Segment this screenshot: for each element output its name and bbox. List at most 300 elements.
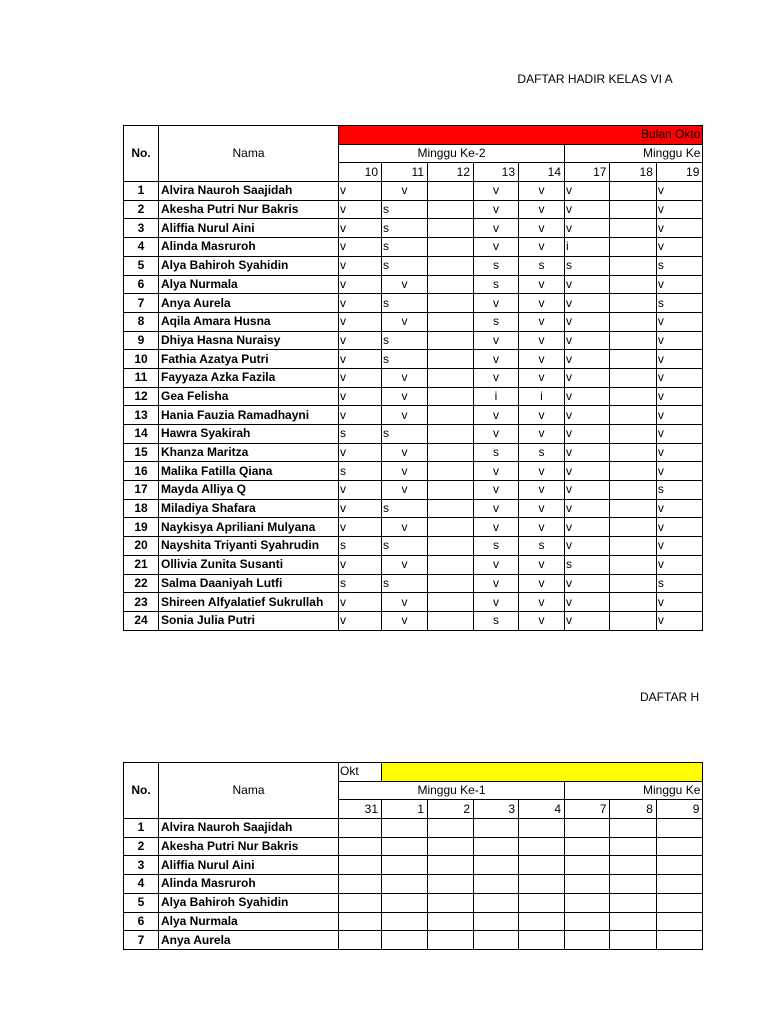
attendance-cell[interactable] (474, 931, 519, 950)
attendance-cell[interactable] (656, 893, 702, 912)
attendance-cell[interactable] (610, 443, 656, 462)
attendance-cell[interactable]: v (565, 294, 610, 313)
attendance-cell[interactable]: v (474, 294, 519, 313)
row-number[interactable]: 10 (124, 350, 159, 369)
attendance-cell[interactable] (565, 875, 610, 894)
attendance-cell[interactable]: v (474, 368, 519, 387)
attendance-cell[interactable] (428, 555, 474, 574)
week-header-b[interactable]: Minggu Ke (565, 781, 703, 800)
attendance-cell[interactable]: v (565, 462, 610, 481)
attendance-cell[interactable]: v (519, 406, 565, 425)
attendance-cell[interactable] (656, 837, 702, 856)
attendance-cell[interactable]: s (382, 350, 428, 369)
attendance-cell[interactable] (339, 893, 382, 912)
attendance-cell[interactable] (428, 294, 474, 313)
attendance-cell[interactable]: s (656, 574, 702, 593)
attendance-cell[interactable] (610, 200, 656, 219)
header-nama[interactable]: Nama (159, 763, 339, 819)
attendance-cell[interactable]: v (339, 406, 382, 425)
attendance-cell[interactable] (610, 462, 656, 481)
attendance-cell[interactable]: i (565, 238, 610, 257)
attendance-cell[interactable] (610, 912, 656, 931)
attendance-cell[interactable]: v (656, 238, 702, 257)
attendance-cell[interactable]: v (656, 331, 702, 350)
student-name[interactable]: Shireen Alfyalatief Sukrullah (159, 593, 339, 612)
attendance-cell[interactable]: v (339, 499, 382, 518)
attendance-cell[interactable]: v (656, 518, 702, 537)
attendance-cell[interactable]: v (565, 200, 610, 219)
attendance-cell[interactable]: v (339, 593, 382, 612)
attendance-cell[interactable] (519, 819, 565, 838)
student-name[interactable]: Alinda Masruroh (159, 238, 339, 257)
student-name[interactable]: Ollivia Zunita Susanti (159, 555, 339, 574)
attendance-cell[interactable] (610, 611, 656, 630)
attendance-cell[interactable] (382, 856, 428, 875)
attendance-cell[interactable] (610, 350, 656, 369)
attendance-cell[interactable] (339, 875, 382, 894)
attendance-cell[interactable] (610, 387, 656, 406)
attendance-cell[interactable] (428, 331, 474, 350)
attendance-cell[interactable]: s (519, 256, 565, 275)
student-name[interactable]: Gea Felisha (159, 387, 339, 406)
attendance-cell[interactable]: v (339, 481, 382, 500)
attendance-cell[interactable] (339, 931, 382, 950)
attendance-cell[interactable] (382, 875, 428, 894)
attendance-cell[interactable]: s (382, 294, 428, 313)
attendance-cell[interactable]: v (656, 443, 702, 462)
attendance-cell[interactable] (428, 481, 474, 500)
attendance-cell[interactable]: v (656, 182, 702, 201)
attendance-cell[interactable]: v (565, 611, 610, 630)
attendance-cell[interactable] (382, 931, 428, 950)
attendance-cell[interactable]: v (656, 555, 702, 574)
attendance-cell[interactable]: v (656, 425, 702, 444)
attendance-cell[interactable]: v (565, 219, 610, 238)
attendance-cell[interactable]: v (519, 368, 565, 387)
attendance-cell[interactable] (519, 931, 565, 950)
attendance-cell[interactable]: v (474, 574, 519, 593)
attendance-cell[interactable] (428, 425, 474, 444)
month-bar[interactable]: Bulan Okto (339, 126, 703, 145)
attendance-cell[interactable]: v (656, 219, 702, 238)
attendance-cell[interactable]: v (382, 275, 428, 294)
attendance-cell[interactable] (656, 912, 702, 931)
row-number[interactable]: 7 (124, 931, 159, 950)
row-number[interactable]: 17 (124, 481, 159, 500)
student-name[interactable]: Akesha Putri Nur Bakris (159, 837, 339, 856)
attendance-cell[interactable]: s (339, 425, 382, 444)
attendance-cell[interactable] (610, 574, 656, 593)
attendance-cell[interactable]: v (656, 406, 702, 425)
attendance-cell[interactable] (428, 387, 474, 406)
attendance-cell[interactable] (565, 893, 610, 912)
attendance-cell[interactable] (474, 837, 519, 856)
attendance-cell[interactable]: s (656, 481, 702, 500)
attendance-cell[interactable]: s (382, 256, 428, 275)
attendance-cell[interactable]: v (519, 462, 565, 481)
attendance-cell[interactable]: v (519, 219, 565, 238)
attendance-cell[interactable] (656, 931, 702, 950)
attendance-cell[interactable] (519, 893, 565, 912)
attendance-cell[interactable] (565, 912, 610, 931)
attendance-cell[interactable] (428, 443, 474, 462)
day-header[interactable]: 1 (382, 800, 428, 819)
attendance-cell[interactable]: v (474, 593, 519, 612)
attendance-cell[interactable] (519, 856, 565, 875)
attendance-cell[interactable] (519, 837, 565, 856)
attendance-cell[interactable]: s (656, 294, 702, 313)
attendance-cell[interactable]: v (519, 182, 565, 201)
attendance-cell[interactable]: v (519, 574, 565, 593)
attendance-cell[interactable] (428, 537, 474, 556)
attendance-cell[interactable]: v (565, 387, 610, 406)
attendance-cell[interactable] (428, 875, 474, 894)
attendance-cell[interactable] (565, 931, 610, 950)
attendance-cell[interactable]: v (565, 425, 610, 444)
attendance-cell[interactable] (428, 406, 474, 425)
attendance-cell[interactable] (610, 518, 656, 537)
attendance-cell[interactable]: v (519, 294, 565, 313)
attendance-cell[interactable]: i (519, 387, 565, 406)
attendance-cell[interactable] (428, 350, 474, 369)
row-number[interactable]: 16 (124, 462, 159, 481)
attendance-cell[interactable] (428, 518, 474, 537)
day-header[interactable]: 10 (339, 163, 382, 182)
row-number[interactable]: 4 (124, 238, 159, 257)
attendance-cell[interactable]: v (656, 350, 702, 369)
student-name[interactable]: Alya Bahiroh Syahidin (159, 893, 339, 912)
attendance-cell[interactable]: i (474, 387, 519, 406)
attendance-cell[interactable]: v (565, 499, 610, 518)
attendance-cell[interactable]: v (565, 537, 610, 556)
attendance-cell[interactable]: v (339, 219, 382, 238)
attendance-cell[interactable]: v (339, 331, 382, 350)
attendance-cell[interactable]: s (474, 443, 519, 462)
attendance-cell[interactable]: v (565, 275, 610, 294)
attendance-cell[interactable] (428, 256, 474, 275)
attendance-cell[interactable]: s (474, 275, 519, 294)
attendance-cell[interactable] (656, 875, 702, 894)
row-number[interactable]: 2 (124, 200, 159, 219)
day-header[interactable]: 2 (428, 800, 474, 819)
attendance-cell[interactable] (428, 182, 474, 201)
attendance-cell[interactable]: v (339, 518, 382, 537)
student-name[interactable]: Hawra Syakirah (159, 425, 339, 444)
row-number[interactable]: 9 (124, 331, 159, 350)
row-number[interactable]: 19 (124, 518, 159, 537)
attendance-cell[interactable]: s (474, 312, 519, 331)
day-header[interactable]: 19 (656, 163, 702, 182)
row-number[interactable]: 6 (124, 912, 159, 931)
student-name[interactable]: Alya Nurmala (159, 275, 339, 294)
attendance-cell[interactable]: v (656, 200, 702, 219)
attendance-cell[interactable] (428, 238, 474, 257)
attendance-cell[interactable] (610, 893, 656, 912)
attendance-cell[interactable] (428, 837, 474, 856)
attendance-cell[interactable]: v (519, 593, 565, 612)
attendance-cell[interactable] (565, 819, 610, 838)
day-header[interactable]: 12 (428, 163, 474, 182)
attendance-cell[interactable]: v (339, 387, 382, 406)
attendance-cell[interactable] (610, 219, 656, 238)
row-number[interactable]: 24 (124, 611, 159, 630)
row-number[interactable]: 1 (124, 182, 159, 201)
attendance-cell[interactable] (519, 912, 565, 931)
attendance-cell[interactable]: s (382, 238, 428, 257)
attendance-cell[interactable]: v (474, 350, 519, 369)
month-cell[interactable]: Okt (339, 763, 382, 782)
attendance-cell[interactable] (610, 425, 656, 444)
attendance-cell[interactable]: v (382, 387, 428, 406)
row-number[interactable]: 1 (124, 819, 159, 838)
row-number[interactable]: 3 (124, 856, 159, 875)
attendance-cell[interactable]: v (519, 611, 565, 630)
attendance-cell[interactable]: s (339, 462, 382, 481)
student-name[interactable]: Malika Fatilla Qiana (159, 462, 339, 481)
student-name[interactable]: Alinda Masruroh (159, 875, 339, 894)
row-number[interactable]: 21 (124, 555, 159, 574)
student-name[interactable]: Alvira Nauroh Saajidah (159, 182, 339, 201)
attendance-cell[interactable]: v (519, 238, 565, 257)
attendance-cell[interactable]: v (382, 518, 428, 537)
attendance-cell[interactable] (610, 499, 656, 518)
attendance-cell[interactable] (610, 275, 656, 294)
student-name[interactable]: Mayda Alliya Q (159, 481, 339, 500)
attendance-cell[interactable] (474, 819, 519, 838)
attendance-cell[interactable] (382, 837, 428, 856)
attendance-cell[interactable] (339, 819, 382, 838)
row-number[interactable]: 18 (124, 499, 159, 518)
student-name[interactable]: Miladiya Shafara (159, 499, 339, 518)
attendance-cell[interactable]: v (519, 499, 565, 518)
student-name[interactable]: Sonia Julia Putri (159, 611, 339, 630)
attendance-cell[interactable]: v (656, 499, 702, 518)
student-name[interactable]: Fathia Azatya Putri (159, 350, 339, 369)
attendance-cell[interactable]: s (382, 331, 428, 350)
attendance-cell[interactable] (428, 893, 474, 912)
attendance-cell[interactable]: v (474, 425, 519, 444)
student-name[interactable]: Dhiya Hasna Nuraisy (159, 331, 339, 350)
attendance-cell[interactable]: v (339, 182, 382, 201)
month-bar[interactable] (382, 763, 703, 782)
attendance-cell[interactable]: s (339, 574, 382, 593)
attendance-cell[interactable] (382, 819, 428, 838)
attendance-cell[interactable]: v (382, 443, 428, 462)
attendance-cell[interactable] (610, 555, 656, 574)
attendance-cell[interactable]: v (339, 275, 382, 294)
attendance-cell[interactable] (428, 574, 474, 593)
attendance-cell[interactable]: v (382, 611, 428, 630)
day-header[interactable]: 9 (656, 800, 702, 819)
attendance-cell[interactable]: v (656, 312, 702, 331)
attendance-cell[interactable]: s (565, 555, 610, 574)
attendance-cell[interactable]: v (339, 555, 382, 574)
attendance-cell[interactable]: v (382, 593, 428, 612)
attendance-cell[interactable] (610, 593, 656, 612)
row-number[interactable]: 22 (124, 574, 159, 593)
header-no[interactable]: No. (124, 126, 159, 182)
attendance-cell[interactable] (610, 331, 656, 350)
attendance-cell[interactable] (428, 819, 474, 838)
attendance-cell[interactable]: v (656, 611, 702, 630)
attendance-cell[interactable]: v (474, 555, 519, 574)
attendance-cell[interactable]: v (565, 518, 610, 537)
attendance-cell[interactable]: v (519, 555, 565, 574)
attendance-cell[interactable] (428, 462, 474, 481)
row-number[interactable]: 5 (124, 256, 159, 275)
attendance-cell[interactable]: v (339, 200, 382, 219)
attendance-cell[interactable] (610, 856, 656, 875)
attendance-cell[interactable]: v (382, 462, 428, 481)
attendance-cell[interactable]: v (339, 611, 382, 630)
attendance-cell[interactable]: v (339, 350, 382, 369)
student-name[interactable]: Anya Aurela (159, 294, 339, 313)
student-name[interactable]: Anya Aurela (159, 931, 339, 950)
attendance-cell[interactable]: v (382, 555, 428, 574)
day-header[interactable]: 3 (474, 800, 519, 819)
attendance-cell[interactable]: v (474, 238, 519, 257)
attendance-cell[interactable] (610, 294, 656, 313)
attendance-cell[interactable] (610, 481, 656, 500)
day-header[interactable]: 31 (339, 800, 382, 819)
attendance-cell[interactable] (565, 856, 610, 875)
attendance-cell[interactable]: v (565, 350, 610, 369)
row-number[interactable]: 6 (124, 275, 159, 294)
attendance-cell[interactable] (610, 537, 656, 556)
attendance-cell[interactable] (610, 837, 656, 856)
attendance-cell[interactable]: v (565, 406, 610, 425)
attendance-cell[interactable] (428, 200, 474, 219)
row-number[interactable]: 11 (124, 368, 159, 387)
student-name[interactable]: Nayshita Triyanti Syahrudin (159, 537, 339, 556)
attendance-cell[interactable]: v (519, 331, 565, 350)
attendance-cell[interactable] (519, 875, 565, 894)
attendance-cell[interactable]: v (474, 481, 519, 500)
attendance-cell[interactable]: v (656, 537, 702, 556)
attendance-cell[interactable]: s (382, 537, 428, 556)
attendance-cell[interactable]: v (565, 368, 610, 387)
day-header[interactable]: 14 (519, 163, 565, 182)
attendance-cell[interactable]: s (382, 499, 428, 518)
student-name[interactable]: Fayyaza Azka Fazila (159, 368, 339, 387)
attendance-cell[interactable]: s (519, 537, 565, 556)
week-header-b[interactable]: Minggu Ke (565, 144, 703, 163)
attendance-cell[interactable] (474, 875, 519, 894)
attendance-cell[interactable]: v (474, 219, 519, 238)
attendance-cell[interactable] (610, 182, 656, 201)
attendance-cell[interactable] (610, 406, 656, 425)
attendance-cell[interactable]: v (382, 312, 428, 331)
attendance-cell[interactable]: v (339, 312, 382, 331)
attendance-cell[interactable] (339, 837, 382, 856)
student-name[interactable]: Alya Bahiroh Syahidin (159, 256, 339, 275)
attendance-cell[interactable] (656, 856, 702, 875)
attendance-cell[interactable]: v (519, 518, 565, 537)
attendance-cell[interactable] (610, 368, 656, 387)
attendance-cell[interactable] (610, 819, 656, 838)
attendance-cell[interactable]: v (382, 368, 428, 387)
attendance-cell[interactable] (428, 856, 474, 875)
attendance-cell[interactable]: v (339, 238, 382, 257)
row-number[interactable]: 20 (124, 537, 159, 556)
attendance-cell[interactable]: v (565, 443, 610, 462)
attendance-cell[interactable]: v (565, 312, 610, 331)
header-no[interactable]: No. (124, 763, 159, 819)
day-header[interactable]: 18 (610, 163, 656, 182)
attendance-cell[interactable] (565, 837, 610, 856)
attendance-cell[interactable] (428, 219, 474, 238)
attendance-cell[interactable]: v (474, 499, 519, 518)
attendance-cell[interactable] (474, 893, 519, 912)
student-name[interactable]: Akesha Putri Nur Bakris (159, 200, 339, 219)
attendance-cell[interactable]: v (519, 200, 565, 219)
student-name[interactable]: Alya Nurmala (159, 912, 339, 931)
attendance-cell[interactable]: v (519, 275, 565, 294)
row-number[interactable]: 8 (124, 312, 159, 331)
header-nama[interactable]: Nama (159, 126, 339, 182)
day-header[interactable]: 11 (382, 163, 428, 182)
row-number[interactable]: 7 (124, 294, 159, 313)
attendance-cell[interactable] (339, 856, 382, 875)
attendance-cell[interactable] (474, 912, 519, 931)
attendance-cell[interactable] (382, 912, 428, 931)
attendance-cell[interactable] (656, 819, 702, 838)
attendance-cell[interactable]: s (382, 574, 428, 593)
attendance-cell[interactable]: v (565, 331, 610, 350)
day-header[interactable]: 13 (474, 163, 519, 182)
attendance-cell[interactable]: s (519, 443, 565, 462)
row-number[interactable]: 13 (124, 406, 159, 425)
attendance-cell[interactable]: v (474, 406, 519, 425)
week-header-a[interactable]: Minggu Ke-1 (339, 781, 565, 800)
attendance-cell[interactable] (610, 931, 656, 950)
attendance-cell[interactable]: v (382, 182, 428, 201)
student-name[interactable]: Aliffia Nurul Aini (159, 856, 339, 875)
attendance-cell[interactable] (428, 912, 474, 931)
attendance-cell[interactable] (610, 875, 656, 894)
attendance-cell[interactable]: v (565, 574, 610, 593)
day-header[interactable]: 7 (565, 800, 610, 819)
attendance-cell[interactable]: s (474, 256, 519, 275)
attendance-cell[interactable]: v (474, 462, 519, 481)
student-name[interactable]: Naykisya Apriliani Mulyana (159, 518, 339, 537)
attendance-cell[interactable] (610, 256, 656, 275)
attendance-cell[interactable]: v (565, 593, 610, 612)
attendance-cell[interactable]: v (382, 481, 428, 500)
student-name[interactable]: Alvira Nauroh Saajidah (159, 819, 339, 838)
attendance-cell[interactable]: s (474, 537, 519, 556)
attendance-cell[interactable]: v (474, 200, 519, 219)
attendance-cell[interactable]: v (519, 481, 565, 500)
attendance-cell[interactable]: v (519, 350, 565, 369)
attendance-cell[interactable]: v (339, 443, 382, 462)
attendance-cell[interactable]: v (474, 331, 519, 350)
student-name[interactable]: Khanza Maritza (159, 443, 339, 462)
attendance-cell[interactable] (428, 593, 474, 612)
row-number[interactable]: 4 (124, 875, 159, 894)
row-number[interactable]: 12 (124, 387, 159, 406)
attendance-cell[interactable]: s (656, 256, 702, 275)
attendance-cell[interactable]: s (382, 200, 428, 219)
attendance-cell[interactable]: v (656, 387, 702, 406)
attendance-cell[interactable]: v (519, 312, 565, 331)
attendance-cell[interactable] (339, 912, 382, 931)
attendance-cell[interactable] (428, 931, 474, 950)
row-number[interactable]: 5 (124, 893, 159, 912)
attendance-cell[interactable] (428, 368, 474, 387)
attendance-cell[interactable] (610, 238, 656, 257)
attendance-cell[interactable]: s (565, 256, 610, 275)
